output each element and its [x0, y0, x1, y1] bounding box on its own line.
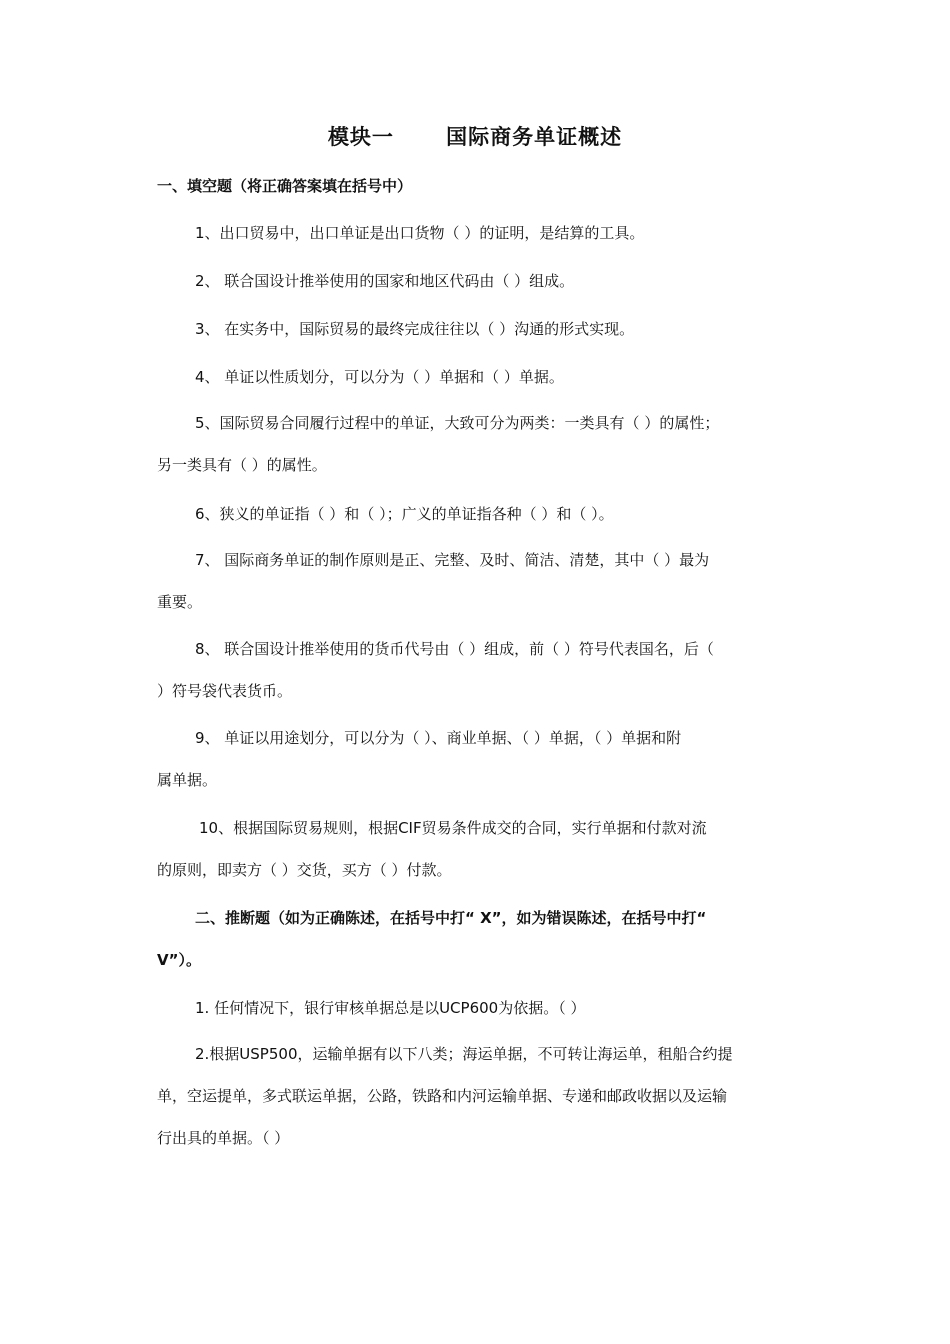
judgment-question-1: 1. 任何情况下，银行审核单据总是以UCP600为依据。（ ）	[195, 999, 586, 1017]
question-7-line-2: 重要。	[157, 593, 203, 611]
judgment-question-2-line-1: 2.根据USP500，运输单据有以下八类；海运单据，不可转让海运单，租船合约提	[195, 1045, 733, 1063]
question-8-line-1: 8、 联合国设计推举使用的货币代号由（ ）组成，前（ ）符号代表国名，后（	[195, 640, 714, 658]
question-3: 3、 在实务中，国际贸易的最终完成往往以（ ）沟通的形式实现。	[195, 320, 635, 338]
question-6: 6、狭义的单证指（ ）和（ ）；广义的单证指各种（ ）和（ ）。	[195, 505, 614, 523]
section-heading-fill-in: 一、填空题（将正确答案填在括号中）	[157, 177, 413, 195]
section-heading-judgment-line-1: 二、推断题（如为正确陈述，在括号中打“ X”，如为错误陈述，在括号中打“	[195, 909, 707, 927]
question-7	[157, 539, 797, 623]
judgment-question-2-line-3: 行出具的单据。（ ）	[157, 1129, 290, 1147]
question-4: 4、 单证以性质划分，可以分为（ ）单据和（ ）单据。	[195, 368, 564, 386]
question-8-line-2: ）符号袋代表货币。	[157, 682, 293, 700]
question-8	[157, 628, 797, 712]
question-10-line-1: 10、根据国际贸易规则，根据CIF贸易条件成交的合同，实行单据和付款对流	[199, 819, 707, 837]
judgment-question-2-line-2: 单，空运提单，多式联运单据，公路，铁路和内河运输单据、专递和邮政收据以及运输	[157, 1087, 728, 1105]
question-9	[157, 717, 797, 801]
judgment-question-2	[157, 1033, 797, 1159]
question-1: 1、出口贸易中，出口单证是出口货物（ ）的证明，是结算的工具。	[195, 224, 645, 242]
question-10	[157, 807, 797, 891]
question-2: 2、 联合国设计推举使用的国家和地区代码由（ ）组成。	[195, 272, 575, 290]
question-9-line-1: 9、 单证以用途划分，可以分为（ ）、商业单据、（ ）单据，（ ）单据和附	[195, 729, 682, 747]
question-5	[157, 402, 797, 486]
question-10-line-2: 的原则，即卖方（ ）交货，买方（ ）付款。	[157, 861, 452, 879]
question-7-line-1: 7、 国际商务单证的制作原则是正、完整、及时、简洁、清楚，其中（ ）最为	[195, 551, 710, 569]
question-9-line-2: 属单据。	[157, 771, 218, 789]
question-5-line-2: 另一类具有（ ）的属性。	[157, 456, 327, 474]
question-5-line-1: 5、国际贸易合同履行过程中的单证，大致可分为两类：一类具有（ ）的属性；	[195, 414, 720, 432]
section-heading-judgment-line-2: V”）。	[157, 951, 201, 969]
page-title: 模块一 国际商务单证概述	[327, 125, 623, 149]
section-heading-judgment	[157, 897, 797, 981]
